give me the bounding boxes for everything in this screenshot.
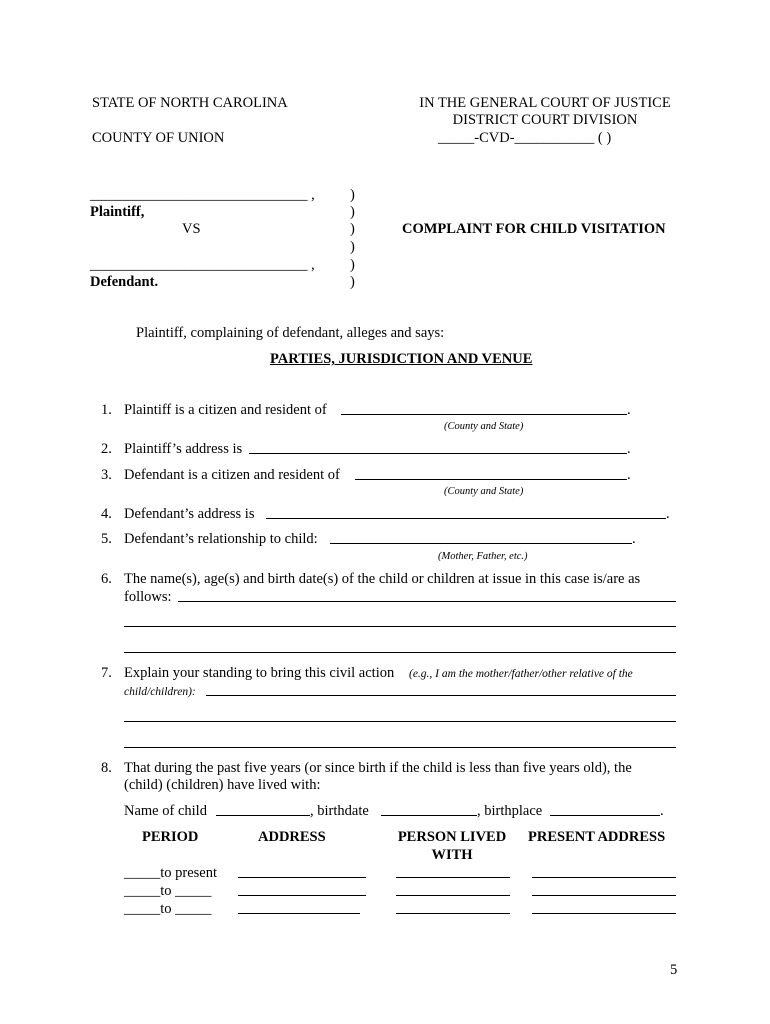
col-header-period: PERIOD [142, 829, 199, 845]
period-row: _____to present [124, 865, 218, 881]
file-number: _____-CVD-___________ ( ) [438, 130, 612, 146]
period: . [627, 467, 631, 483]
period: . [666, 506, 670, 522]
birthplace-field[interactable] [550, 815, 660, 816]
item-number: 7. [101, 665, 112, 681]
defendant-label: Defendant. [90, 274, 159, 290]
present-address-field[interactable] [532, 877, 676, 878]
birthdate-field[interactable] [381, 815, 477, 816]
children-info-field[interactable] [178, 601, 676, 602]
period: . [660, 803, 664, 819]
document-title: COMPLAINT FOR CHILD VISITATION [402, 221, 666, 237]
col-header-present-address: PRESENT ADDRESS [528, 829, 666, 845]
relationship-field[interactable] [330, 543, 632, 544]
court-line-1: IN THE GENERAL COURT OF JUSTICE [419, 95, 671, 111]
item-8-text: That during the past five years (or since birth if the child is less than five years old), the [124, 760, 632, 776]
hint-county-state: (County and State) [444, 421, 524, 432]
period-row: _____to _____ [124, 883, 212, 899]
birthdate-label: , birthdate [310, 803, 369, 819]
caption-paren: ) [350, 274, 355, 290]
item-number: 3. [101, 467, 112, 483]
present-address-field[interactable] [532, 895, 676, 896]
name-of-child-label: Name of child [124, 803, 207, 819]
hint-county-state: (County and State) [444, 486, 524, 497]
col-header-person: PERSON LIVED [397, 829, 507, 845]
address-field[interactable] [238, 895, 366, 896]
hint-relationship: (Mother, Father, etc.) [438, 551, 528, 562]
item-6-text: The name(s), age(s) and birth date(s) of the child or children at issue in this case is/are as [124, 571, 641, 587]
birthplace-label: , birthplace [477, 803, 543, 819]
item-number: 1. [101, 402, 112, 418]
item-6-text-cont: follows: [124, 589, 172, 605]
item-7-hint: (e.g., I am the mother/father/other relative of the [409, 668, 633, 680]
item-8-text-cont: (child) (children) have lived with: [124, 777, 321, 793]
court-line-2: DISTRICT COURT DIVISION [452, 112, 638, 128]
item-7-text: Explain your standing to bring this civil action [124, 665, 395, 681]
person-lived-with-field[interactable] [396, 895, 510, 896]
address-field[interactable] [238, 913, 360, 914]
state-label: STATE OF NORTH CAROLINA [92, 95, 288, 111]
col-header-address: ADDRESS [258, 829, 326, 845]
county-label: COUNTY OF UNION [92, 130, 225, 146]
intro-text: Plaintiff, complaining of defendant, alleges and says: [136, 325, 445, 341]
standing-field[interactable] [124, 721, 676, 722]
item-1-text: Plaintiff is a citizen and resident of [124, 402, 327, 418]
defendant-address-field[interactable] [266, 518, 666, 519]
item-number: 2. [101, 441, 112, 457]
present-address-field[interactable] [532, 913, 676, 914]
item-number: 4. [101, 506, 112, 522]
item-2-text: Plaintiff’s address is [124, 441, 243, 457]
vs-label: VS [182, 221, 201, 237]
item-3-text: Defendant is a citizen and resident of [124, 467, 340, 483]
item-number: 5. [101, 531, 112, 547]
item-number: 6. [101, 571, 112, 587]
person-lived-with-field[interactable] [396, 913, 510, 914]
standing-field[interactable] [124, 747, 676, 748]
period: . [632, 531, 636, 547]
caption-paren: ) [350, 239, 355, 255]
caption-paren: ) [350, 204, 355, 220]
plaintiff-address-field[interactable] [249, 453, 627, 454]
caption-paren: ) [350, 257, 355, 273]
address-field[interactable] [238, 877, 366, 878]
child-name-field[interactable] [216, 815, 310, 816]
defendant-name-line: ______________________________ , [90, 257, 315, 273]
page-number: 5 [670, 962, 678, 978]
period-row: _____to _____ [124, 901, 212, 917]
children-info-field[interactable] [124, 652, 676, 653]
section-heading: PARTIES, JURISDICTION AND VENUE [270, 351, 533, 367]
plaintiff-label: Plaintiff, [90, 204, 145, 220]
item-7-hint-cont: child/children): [124, 686, 196, 698]
item-number: 8. [101, 760, 112, 776]
col-header-person-cont: WITH [431, 847, 473, 863]
defendant-residence-field[interactable] [355, 479, 627, 480]
period: . [627, 441, 631, 457]
person-lived-with-field[interactable] [396, 877, 510, 878]
period: . [627, 402, 631, 418]
plaintiff-name-line: ______________________________ , [90, 187, 315, 203]
item-4-text: Defendant’s address is [124, 506, 255, 522]
standing-field[interactable] [206, 695, 676, 696]
caption-paren: ) [350, 221, 355, 237]
plaintiff-residence-field[interactable] [341, 414, 627, 415]
caption-paren: ) [350, 187, 355, 203]
item-5-text: Defendant’s relationship to child: [124, 531, 318, 547]
children-info-field[interactable] [124, 626, 676, 627]
